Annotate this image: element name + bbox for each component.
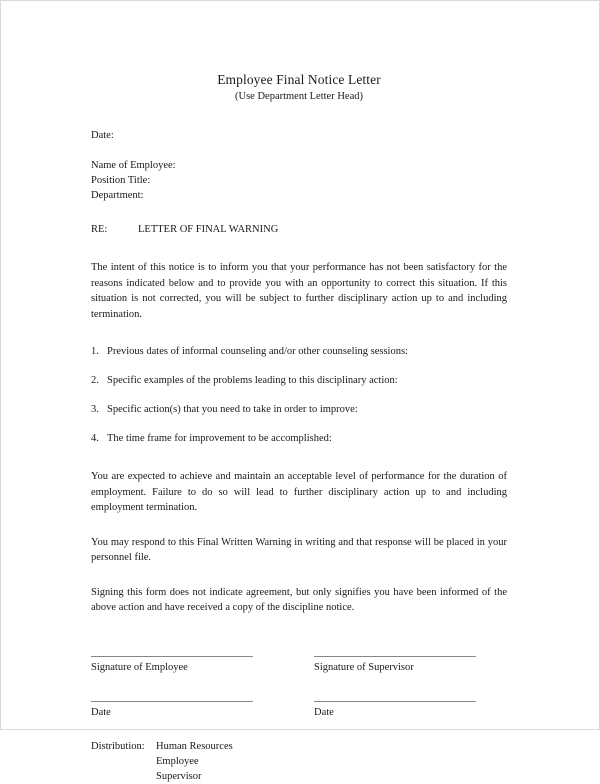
distribution-recipient: Human Resources <box>156 740 233 752</box>
acknowledgement-paragraph: Signing this form does not indicate agreement, but only signifies you have been informed of the above action and have received a copy of the discipline notice. <box>91 586 507 613</box>
distribution-label: Distribution: <box>91 740 145 752</box>
employee-date-caption: Date <box>91 706 111 718</box>
signature-rule: ________________________________ <box>314 646 476 658</box>
signature-row <box>91 647 507 675</box>
page-subtitle: (Use Department Letter Head) <box>235 91 363 102</box>
document-body <box>91 1 507 784</box>
field-date: Date: <box>91 130 114 141</box>
list-item-marker: 3. <box>91 404 99 415</box>
title-block <box>91 71 507 104</box>
date-rule: ________________________________ <box>314 691 476 703</box>
employee-info-group <box>91 158 507 203</box>
re-label: RE: <box>91 224 108 235</box>
distribution-recipients <box>156 739 507 784</box>
list-item-label: Specific examples of the problems leading to this disciplinary action: <box>107 375 398 386</box>
distribution-recipient: Supervisor <box>156 770 202 782</box>
supervisor-date-caption: Date <box>314 706 334 718</box>
list-item-marker: 2. <box>91 375 99 386</box>
supervisor-signature-field[interactable] <box>314 647 496 675</box>
list-item-label: Specific action(s) that you need to take in order to improve: <box>107 404 358 415</box>
list-item <box>91 402 507 417</box>
employee-date-field[interactable] <box>91 692 273 720</box>
list-item-label: The time frame for improvement to be accomplished: <box>107 433 332 444</box>
re-value: LETTER OF FINAL WARNING <box>138 224 279 235</box>
field-position-title: Position Title: <box>91 175 151 186</box>
list-item-marker: 1. <box>91 346 99 357</box>
field-name-of-employee: Name of Employee: <box>91 160 176 171</box>
list-item-label: Previous dates of informal counseling and/or other counseling sessions: <box>107 346 408 357</box>
page-title: Employee Final Notice Letter <box>217 72 381 87</box>
signature-rule: ________________________________ <box>91 646 253 658</box>
numbered-list <box>91 344 507 446</box>
supervisor-date-field[interactable] <box>314 692 496 720</box>
signature-block <box>91 647 507 720</box>
distribution-block <box>91 739 507 784</box>
list-item <box>91 431 507 446</box>
employee-signature-caption: Signature of Employee <box>91 661 188 673</box>
expectation-paragraph: You are expected to achieve and maintain an acceptable level of performance for the duration of employment. Failure to do so will lead to further disciplinary action up to and including employment termination. <box>91 471 507 513</box>
response-paragraph: You may respond to this Final Written Warning in writing and that response will be placed in your personnel file. <box>91 536 507 563</box>
list-item-marker: 4. <box>91 433 99 444</box>
distribution-recipient: Employee <box>156 755 199 767</box>
list-item <box>91 344 507 359</box>
supervisor-signature-caption: Signature of Supervisor <box>314 661 414 673</box>
date-row <box>91 692 507 720</box>
employee-signature-field[interactable] <box>91 647 273 675</box>
list-item <box>91 373 507 388</box>
re-line <box>91 222 507 237</box>
field-department: Department: <box>91 190 144 201</box>
date-rule: ________________________________ <box>91 691 253 703</box>
intro-paragraph: The intent of this notice is to inform you that your performance has not been satisfactory for the reasons indicated below and to provide you with an opportunity to correct this situation. If this situation is not corrected, you will be subject to further disciplinary action up to and including termination. <box>91 262 507 320</box>
